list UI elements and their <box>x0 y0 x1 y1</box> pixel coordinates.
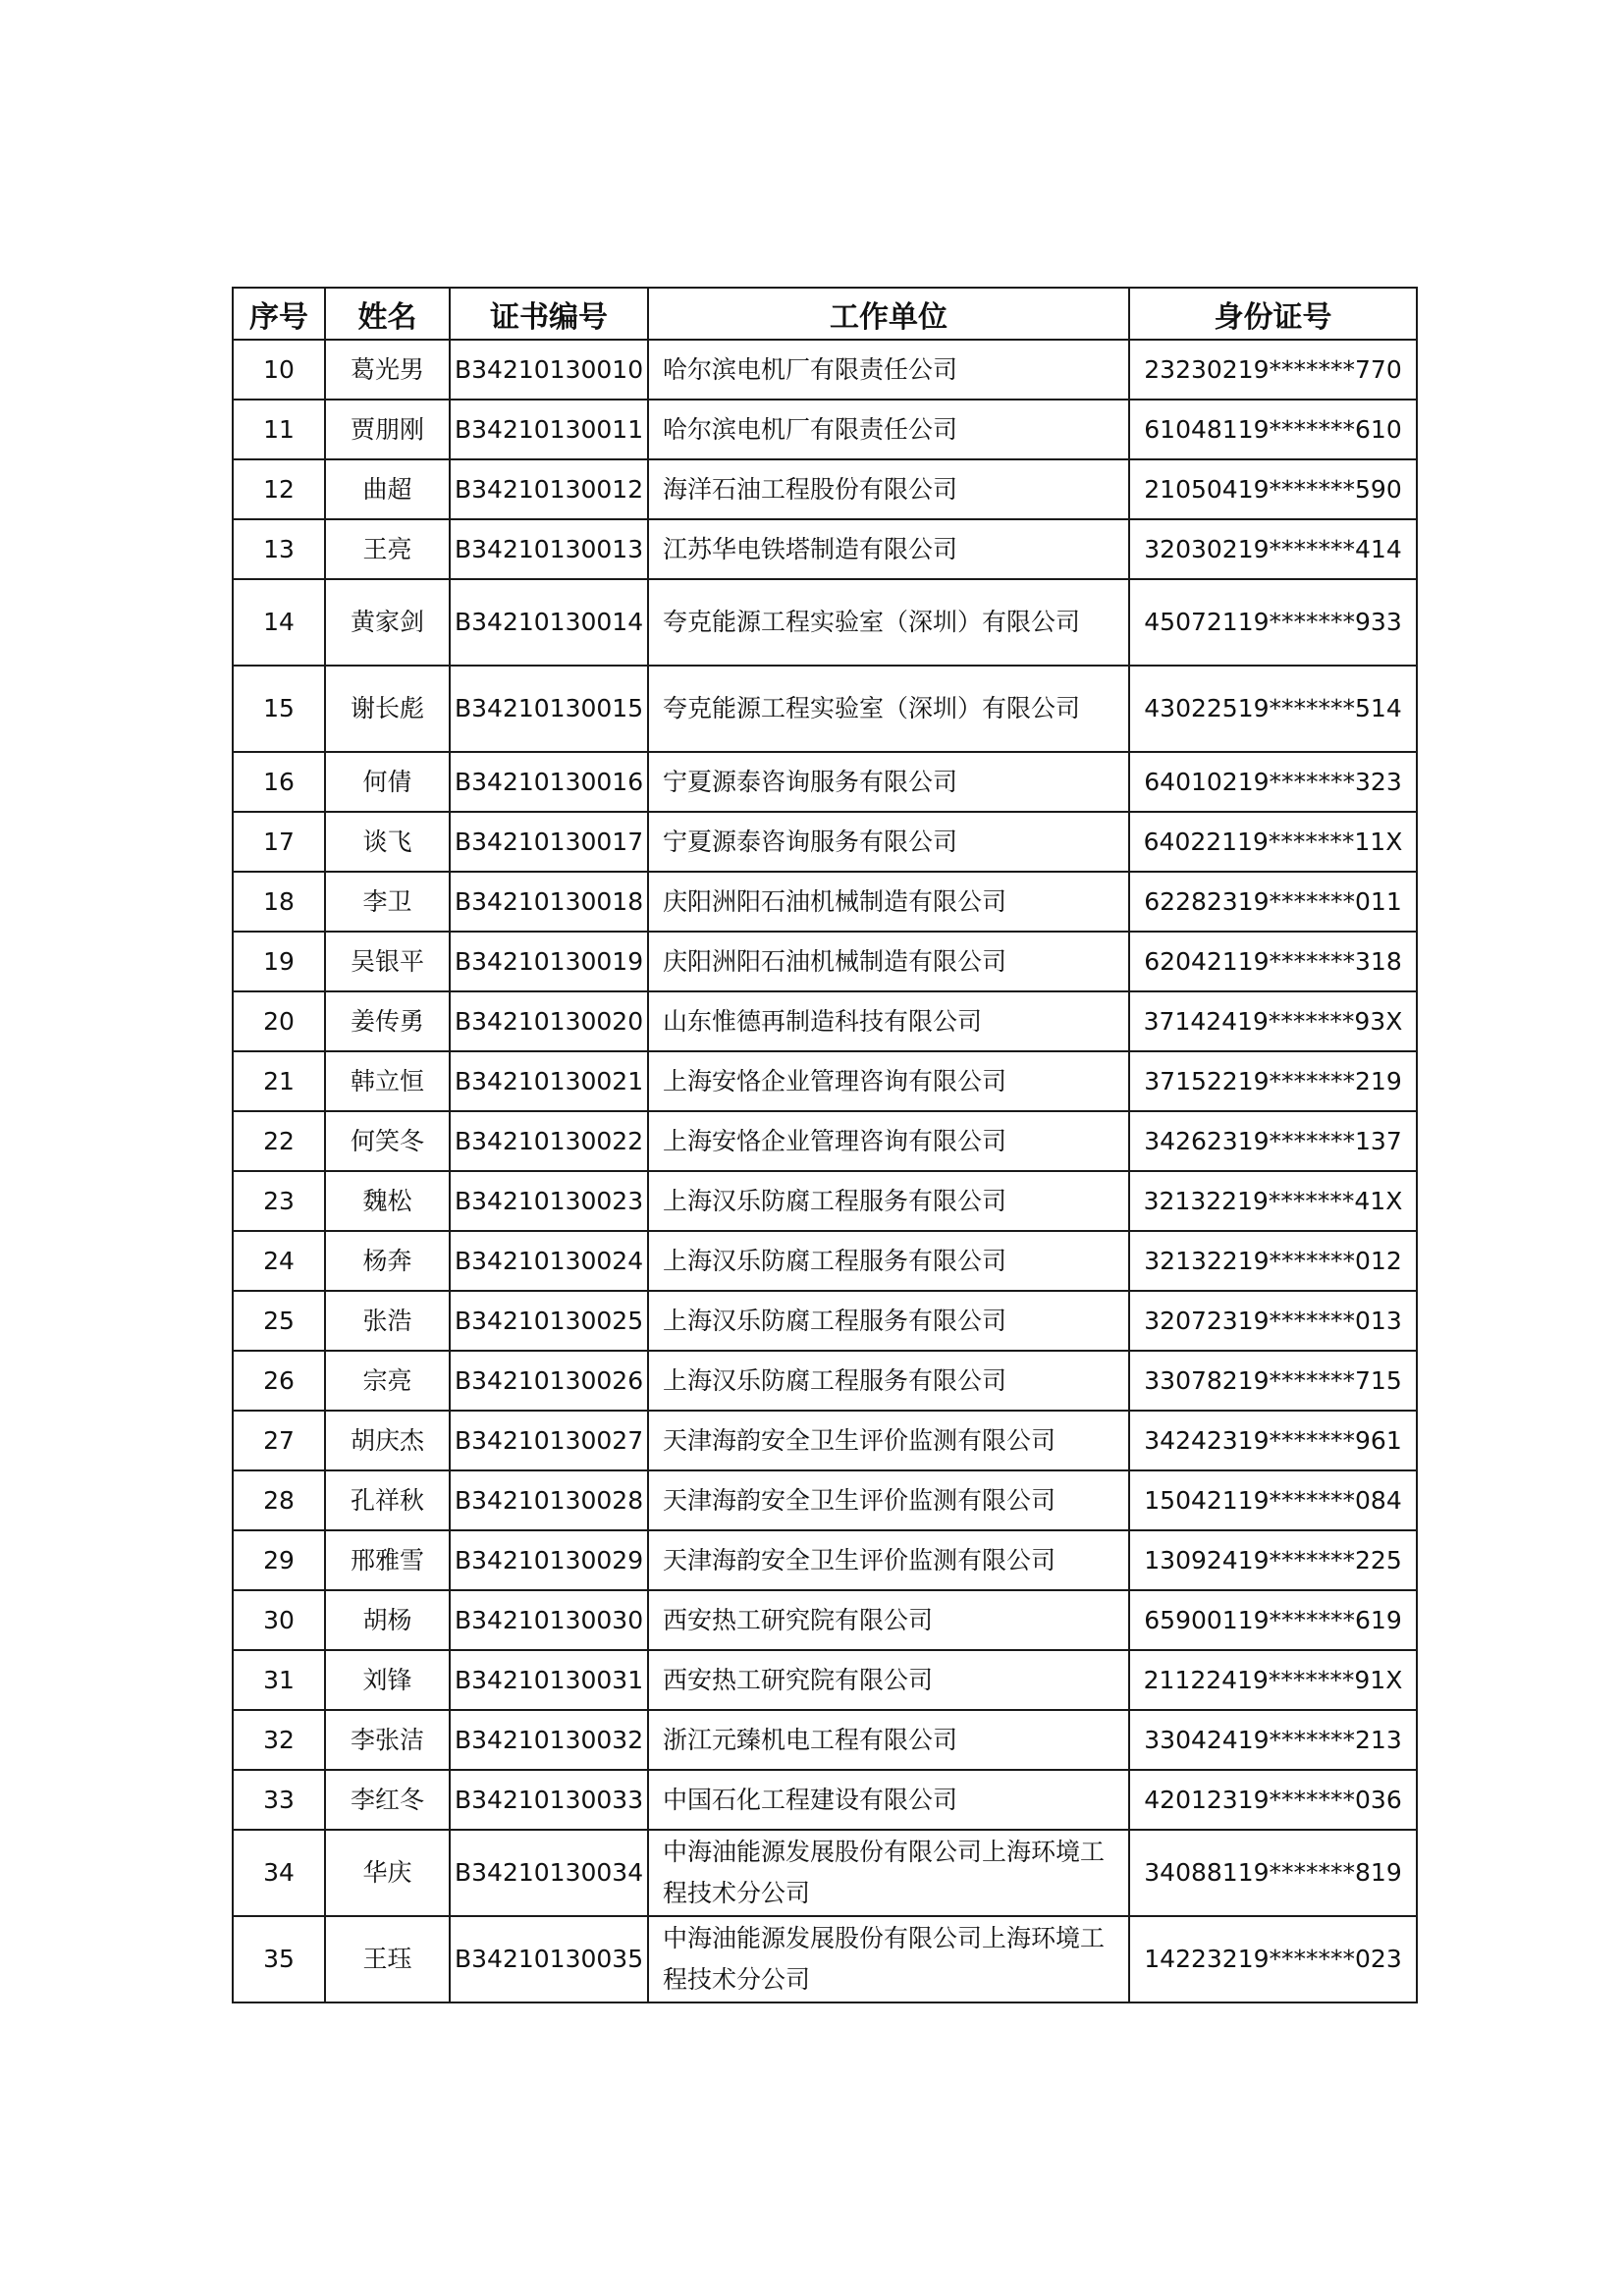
cell-serial-number: 11 <box>233 400 325 459</box>
cell-certificate-number: B34210130022 <box>450 1111 648 1171</box>
cell-name: 张浩 <box>325 1291 450 1351</box>
cell-id-number: 15042119*******084 <box>1129 1470 1417 1530</box>
cell-serial-number: 24 <box>233 1231 325 1291</box>
cell-certificate-number: B34210130024 <box>450 1231 648 1291</box>
cell-work-unit: 江苏华电铁塔制造有限公司 <box>648 519 1129 579</box>
cell-serial-number: 33 <box>233 1770 325 1830</box>
cell-certificate-number: B34210130014 <box>450 579 648 666</box>
cell-serial-number: 27 <box>233 1411 325 1470</box>
cell-certificate-number: B34210130013 <box>450 519 648 579</box>
cell-name: 胡杨 <box>325 1590 450 1650</box>
cell-id-number: 42012319*******036 <box>1129 1770 1417 1830</box>
cell-work-unit: 浙江元臻机电工程有限公司 <box>648 1710 1129 1770</box>
cell-serial-number: 34 <box>233 1830 325 1916</box>
cell-work-unit: 天津海韵安全卫生评价监测有限公司 <box>648 1530 1129 1590</box>
table-row <box>233 1470 1417 1530</box>
cell-id-number: 14223219*******023 <box>1129 1916 1417 2002</box>
table-row <box>233 1830 1417 1916</box>
cell-name: 李卫 <box>325 872 450 932</box>
cell-serial-number: 15 <box>233 666 325 752</box>
cell-work-unit: 上海安恪企业管理咨询有限公司 <box>648 1051 1129 1111</box>
table-row <box>233 1590 1417 1650</box>
cell-name: 姜传勇 <box>325 991 450 1051</box>
cell-id-number: 62282319*******011 <box>1129 872 1417 932</box>
cell-id-number: 64022119*******11X <box>1129 812 1417 872</box>
cell-id-number: 34262319*******137 <box>1129 1111 1417 1171</box>
cell-name: 贾朋刚 <box>325 400 450 459</box>
cell-name: 华庆 <box>325 1830 450 1916</box>
cell-serial-number: 13 <box>233 519 325 579</box>
cell-name: 王亮 <box>325 519 450 579</box>
cell-serial-number: 29 <box>233 1530 325 1590</box>
cell-work-unit: 上海安恪企业管理咨询有限公司 <box>648 1111 1129 1171</box>
table-row <box>233 812 1417 872</box>
table-row <box>233 1291 1417 1351</box>
cell-name: 谈飞 <box>325 812 450 872</box>
cell-name: 宗亮 <box>325 1351 450 1411</box>
header-name: 姓名 <box>325 288 450 340</box>
table-row <box>233 1530 1417 1590</box>
cell-certificate-number: B34210130016 <box>450 752 648 812</box>
cell-work-unit: 西安热工研究院有限公司 <box>648 1650 1129 1710</box>
cell-id-number: 37142419*******93X <box>1129 991 1417 1051</box>
cell-name: 何笑冬 <box>325 1111 450 1171</box>
cell-certificate-number: B34210130035 <box>450 1916 648 2002</box>
cell-serial-number: 23 <box>233 1171 325 1231</box>
cell-work-unit: 宁夏源泰咨询服务有限公司 <box>648 812 1129 872</box>
cell-serial-number: 21 <box>233 1051 325 1111</box>
cell-work-unit: 庆阳洲阳石油机械制造有限公司 <box>648 872 1129 932</box>
cell-certificate-number: B34210130029 <box>450 1530 648 1590</box>
table-row <box>233 1770 1417 1830</box>
cell-id-number: 43022519*******514 <box>1129 666 1417 752</box>
cell-certificate-number: B34210130021 <box>450 1051 648 1111</box>
cell-work-unit: 上海汉乐防腐工程服务有限公司 <box>648 1291 1129 1351</box>
cell-certificate-number: B34210130032 <box>450 1710 648 1770</box>
cell-id-number: 45072119*******933 <box>1129 579 1417 666</box>
table-row <box>233 579 1417 666</box>
cell-id-number: 21050419*******590 <box>1129 459 1417 519</box>
table-row <box>233 1231 1417 1291</box>
cell-certificate-number: B34210130015 <box>450 666 648 752</box>
cell-name: 曲超 <box>325 459 450 519</box>
cell-name: 王珏 <box>325 1916 450 2002</box>
cell-name: 李红冬 <box>325 1770 450 1830</box>
cell-serial-number: 18 <box>233 872 325 932</box>
cell-serial-number: 25 <box>233 1291 325 1351</box>
cell-certificate-number: B34210130031 <box>450 1650 648 1710</box>
cell-serial-number: 19 <box>233 932 325 991</box>
table-row <box>233 1650 1417 1710</box>
table-row <box>233 872 1417 932</box>
cell-work-unit: 西安热工研究院有限公司 <box>648 1590 1129 1650</box>
cell-serial-number: 17 <box>233 812 325 872</box>
cell-certificate-number: B34210130017 <box>450 812 648 872</box>
cell-name: 胡庆杰 <box>325 1411 450 1470</box>
cell-name: 李张洁 <box>325 1710 450 1770</box>
table-row <box>233 1411 1417 1470</box>
cell-name: 韩立恒 <box>325 1051 450 1111</box>
cell-certificate-number: B34210130011 <box>450 400 648 459</box>
cell-work-unit: 哈尔滨电机厂有限责任公司 <box>648 400 1129 459</box>
cell-work-unit: 山东惟德再制造科技有限公司 <box>648 991 1129 1051</box>
certificate-roster-table <box>232 287 1418 2003</box>
cell-work-unit: 天津海韵安全卫生评价监测有限公司 <box>648 1411 1129 1470</box>
header-work-unit: 工作单位 <box>648 288 1129 340</box>
cell-id-number: 32132219*******012 <box>1129 1231 1417 1291</box>
cell-work-unit: 夸克能源工程实验室（深圳）有限公司 <box>648 579 1129 666</box>
cell-id-number: 37152219*******219 <box>1129 1051 1417 1111</box>
cell-id-number: 13092419*******225 <box>1129 1530 1417 1590</box>
table-row <box>233 1916 1417 2002</box>
cell-id-number: 33042419*******213 <box>1129 1710 1417 1770</box>
cell-name: 孔祥秋 <box>325 1470 450 1530</box>
cell-name: 葛光男 <box>325 340 450 400</box>
cell-work-unit: 夸克能源工程实验室（深圳）有限公司 <box>648 666 1129 752</box>
cell-name: 魏松 <box>325 1171 450 1231</box>
cell-serial-number: 28 <box>233 1470 325 1530</box>
table-row <box>233 519 1417 579</box>
cell-work-unit: 中海油能源发展股份有限公司上海环境工程技术分公司 <box>648 1916 1129 2002</box>
cell-serial-number: 12 <box>233 459 325 519</box>
cell-serial-number: 14 <box>233 579 325 666</box>
cell-name: 谢长彪 <box>325 666 450 752</box>
cell-serial-number: 31 <box>233 1650 325 1710</box>
cell-work-unit: 天津海韵安全卫生评价监测有限公司 <box>648 1470 1129 1530</box>
table-row <box>233 459 1417 519</box>
cell-certificate-number: B34210130020 <box>450 991 648 1051</box>
table-row <box>233 1710 1417 1770</box>
cell-certificate-number: B34210130026 <box>450 1351 648 1411</box>
cell-serial-number: 10 <box>233 340 325 400</box>
cell-work-unit: 上海汉乐防腐工程服务有限公司 <box>648 1171 1129 1231</box>
cell-id-number: 23230219*******770 <box>1129 340 1417 400</box>
cell-id-number: 33078219*******715 <box>1129 1351 1417 1411</box>
cell-serial-number: 35 <box>233 1916 325 2002</box>
header-serial-number: 序号 <box>233 288 325 340</box>
cell-name: 邢雅雪 <box>325 1530 450 1590</box>
cell-certificate-number: B34210130012 <box>450 459 648 519</box>
cell-work-unit: 宁夏源泰咨询服务有限公司 <box>648 752 1129 812</box>
cell-certificate-number: B34210130030 <box>450 1590 648 1650</box>
cell-id-number: 64010219*******323 <box>1129 752 1417 812</box>
table-row <box>233 932 1417 991</box>
table-body <box>233 340 1417 2002</box>
cell-name: 吴银平 <box>325 932 450 991</box>
cell-id-number: 34088119*******819 <box>1129 1830 1417 1916</box>
cell-id-number: 34242319*******961 <box>1129 1411 1417 1470</box>
cell-serial-number: 30 <box>233 1590 325 1650</box>
table-row <box>233 1111 1417 1171</box>
cell-work-unit: 中海油能源发展股份有限公司上海环境工程技术分公司 <box>648 1830 1129 1916</box>
cell-work-unit: 哈尔滨电机厂有限责任公司 <box>648 340 1129 400</box>
cell-id-number: 61048119*******610 <box>1129 400 1417 459</box>
cell-name: 何倩 <box>325 752 450 812</box>
cell-id-number: 32072319*******013 <box>1129 1291 1417 1351</box>
cell-serial-number: 20 <box>233 991 325 1051</box>
cell-serial-number: 22 <box>233 1111 325 1171</box>
cell-name: 杨奔 <box>325 1231 450 1291</box>
cell-id-number: 21122419*******91X <box>1129 1650 1417 1710</box>
cell-work-unit: 上海汉乐防腐工程服务有限公司 <box>648 1351 1129 1411</box>
cell-certificate-number: B34210130027 <box>450 1411 648 1470</box>
cell-certificate-number: B34210130034 <box>450 1830 648 1916</box>
header-certificate-number: 证书编号 <box>450 288 648 340</box>
table-row <box>233 752 1417 812</box>
cell-serial-number: 26 <box>233 1351 325 1411</box>
cell-certificate-number: B34210130010 <box>450 340 648 400</box>
cell-work-unit: 上海汉乐防腐工程服务有限公司 <box>648 1231 1129 1291</box>
cell-certificate-number: B34210130018 <box>450 872 648 932</box>
table-row <box>233 991 1417 1051</box>
cell-certificate-number: B34210130019 <box>450 932 648 991</box>
table-row <box>233 1171 1417 1231</box>
table-row <box>233 340 1417 400</box>
cell-certificate-number: B34210130033 <box>450 1770 648 1830</box>
cell-certificate-number: B34210130023 <box>450 1171 648 1231</box>
cell-id-number: 65900119*******619 <box>1129 1590 1417 1650</box>
cell-id-number: 32030219*******414 <box>1129 519 1417 579</box>
cell-serial-number: 32 <box>233 1710 325 1770</box>
table-row <box>233 1051 1417 1111</box>
cell-certificate-number: B34210130025 <box>450 1291 648 1351</box>
cell-id-number: 32132219*******41X <box>1129 1171 1417 1231</box>
table-row <box>233 666 1417 752</box>
cell-name: 黄家剑 <box>325 579 450 666</box>
cell-work-unit: 海洋石油工程股份有限公司 <box>648 459 1129 519</box>
table-row <box>233 400 1417 459</box>
cell-id-number: 62042119*******318 <box>1129 932 1417 991</box>
table-header-row <box>233 288 1417 340</box>
cell-work-unit: 中国石化工程建设有限公司 <box>648 1770 1129 1830</box>
cell-name: 刘锋 <box>325 1650 450 1710</box>
cell-work-unit: 庆阳洲阳石油机械制造有限公司 <box>648 932 1129 991</box>
header-id-number: 身份证号 <box>1129 288 1417 340</box>
table-row <box>233 1351 1417 1411</box>
cell-certificate-number: B34210130028 <box>450 1470 648 1530</box>
cell-serial-number: 16 <box>233 752 325 812</box>
